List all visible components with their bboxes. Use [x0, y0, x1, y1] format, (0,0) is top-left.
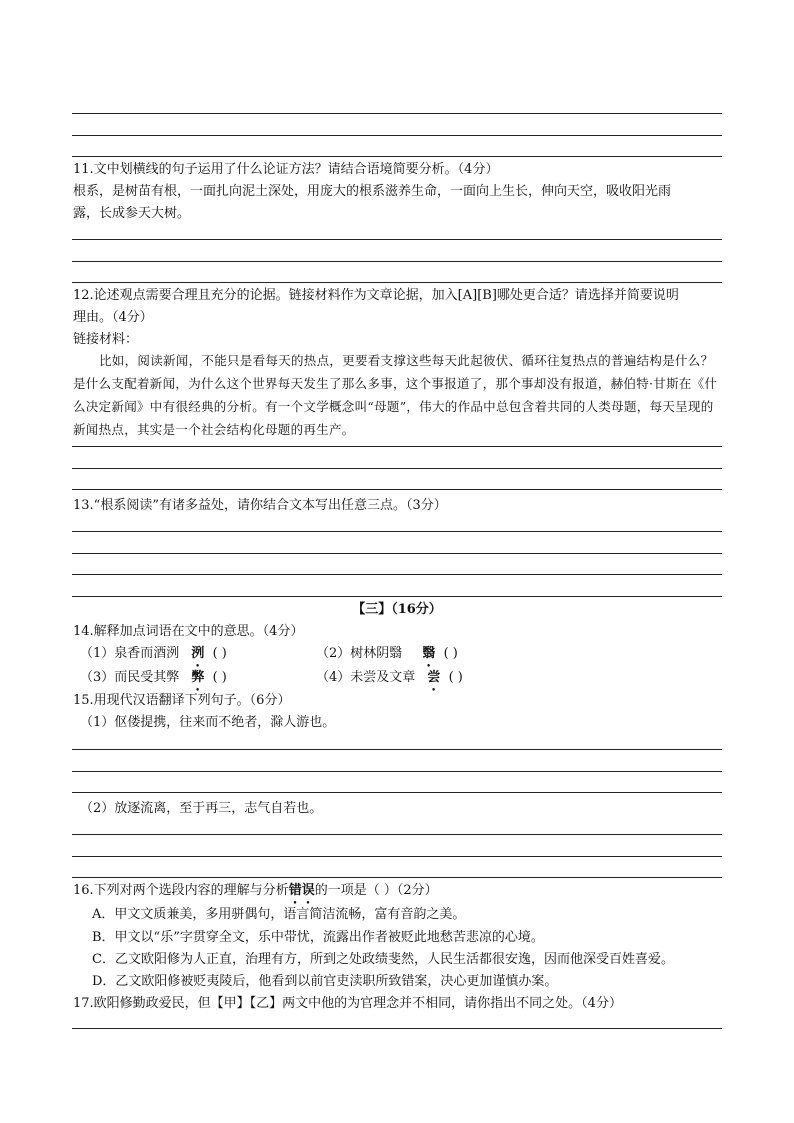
q16-option-b[interactable]: B．甲文以“乐”字贯穿全文，乐中带忧，流露出作者被贬此地愁苦悲凉的心境。	[92, 930, 544, 945]
q14-item-1-blank[interactable]: ( )	[212, 646, 227, 661]
q14-item-2-word: 翳	[422, 646, 436, 661]
answer-line[interactable]	[72, 1028, 722, 1029]
q14-item-4-blank[interactable]: ( )	[448, 670, 463, 685]
q14-item-3-blank[interactable]: ( )	[212, 670, 227, 685]
answer-line[interactable]	[72, 135, 722, 136]
q14-item-4-label: （4）未尝及文章	[316, 670, 416, 685]
answer-line[interactable]	[72, 877, 722, 878]
q14-item-1-word: 洌	[191, 646, 205, 661]
q11-prompt: 11.文中划横线的句子运用了什么论证方法？请结合语境简要分析。（4分）	[73, 162, 499, 177]
answer-line[interactable]	[72, 531, 722, 532]
answer-line[interactable]	[72, 596, 722, 597]
answer-line[interactable]	[72, 749, 722, 750]
answer-line[interactable]	[72, 468, 722, 469]
q17-prompt: 17.欧阳修勤政爱民，但【甲】【乙】两文中他的为官理念并不相同，请你指出不同之处。（4分）	[73, 996, 622, 1011]
q16-prompt-text: 16.下列对两个选段内容的理解与分析	[73, 883, 289, 898]
answer-line[interactable]	[72, 834, 722, 835]
q15-sentence-2: （2）放逐流离，至于再三，志气自若也。	[80, 801, 323, 816]
q11-quote-line2: 露，长成参天大树。	[73, 206, 191, 221]
answer-line[interactable]	[72, 553, 722, 554]
q14-item-3-label: （3）而民受其弊	[80, 670, 180, 685]
q14-item-2	[316, 645, 458, 670]
q14-item-3-word: 弊	[191, 670, 205, 685]
q14-item-2-label: （2）树林阴翳	[316, 646, 403, 661]
answer-line[interactable]	[72, 156, 722, 157]
section-3-title: 【三】（16分）	[352, 602, 442, 617]
q14-item-1	[80, 645, 227, 670]
q14-item-4	[316, 669, 463, 694]
q13-prompt: 13.“根系阅读”有诸多益处，请你结合文本写出任意三点。（3分）	[73, 498, 447, 513]
q16-prompt-tail: 的一项是（ ）（2分）	[314, 883, 438, 898]
q16-emphasis: 错误	[288, 883, 315, 898]
q14-item-1-label: （1）泉香而酒洌	[80, 646, 180, 661]
q11-quote-line1: 根系，是树苗有根，一面扎向泥土深处，用庞大的根系滋养生命，一面向上生长，伸向天空，吸收阳光雨	[73, 184, 672, 199]
answer-line[interactable]	[72, 446, 722, 447]
q15-prompt: 15.用现代汉语翻译下列句子。（6分）	[73, 693, 291, 708]
answer-line[interactable]	[72, 771, 722, 772]
answer-line[interactable]	[72, 574, 722, 575]
answer-line[interactable]	[72, 261, 722, 262]
answer-line[interactable]	[72, 489, 722, 490]
answer-line[interactable]	[72, 792, 722, 793]
q14-item-3	[80, 669, 227, 694]
answer-line[interactable]	[72, 282, 722, 283]
q16-option-c[interactable]: C．乙文欧阳修为人正直，治理有方，所到之处政绩斐然，人民生活都很安逸，因而他深受百姓喜爱。	[92, 952, 674, 967]
answer-line[interactable]	[72, 856, 722, 857]
q16-option-d[interactable]: D．乙文欧阳修被贬夷陵后，他看到以前官吏渎职所致错案，决心更加谨慎办案。	[92, 974, 558, 989]
q14-prompt: 14.解释加点词语在文中的意思。（4分）	[73, 624, 304, 639]
q16-prompt	[73, 882, 438, 907]
q15-sentence-1: （1）伛偻提携，往来而不绝者，滁人游也。	[80, 715, 336, 730]
q12-material-label: 链接材料：	[73, 332, 139, 347]
q16-option-a[interactable]: A．甲文文质兼美，多用骈偶句，语言简洁流畅，富有音韵之美。	[92, 907, 466, 922]
q12-material-text: 比如，阅读新闻，不能只是看每天的热点，更要看支撑这些每天此起彼伏、循环往复热点的普遍结构是什么？是什么支配着新闻，为什么这个世界每天发生了那么多事，这个事报道了，那个事却没有报道，赫伯特·甘斯在《什么决定新闻》中有很经典的分析。有一个文学概念叫“母题”，伟大的作品中总包含着共同的人类母题，每天呈现的新闻热点，其实是一个社会结构化母题的再生产。	[73, 353, 718, 437]
q12-prompt-line2: 理由。（4分）	[73, 310, 153, 325]
q12-prompt-line1: 12.论述观点需要合理且充分的论据。链接材料作为文章论据，加入[A][B]哪处更合适？请选择并简要说明	[73, 288, 679, 303]
q12-material	[73, 349, 721, 441]
q14-item-2-blank[interactable]: ( )	[443, 646, 458, 661]
answer-line[interactable]	[72, 239, 722, 240]
answer-line[interactable]	[72, 113, 722, 114]
q14-item-4-word: 尝	[427, 670, 441, 685]
